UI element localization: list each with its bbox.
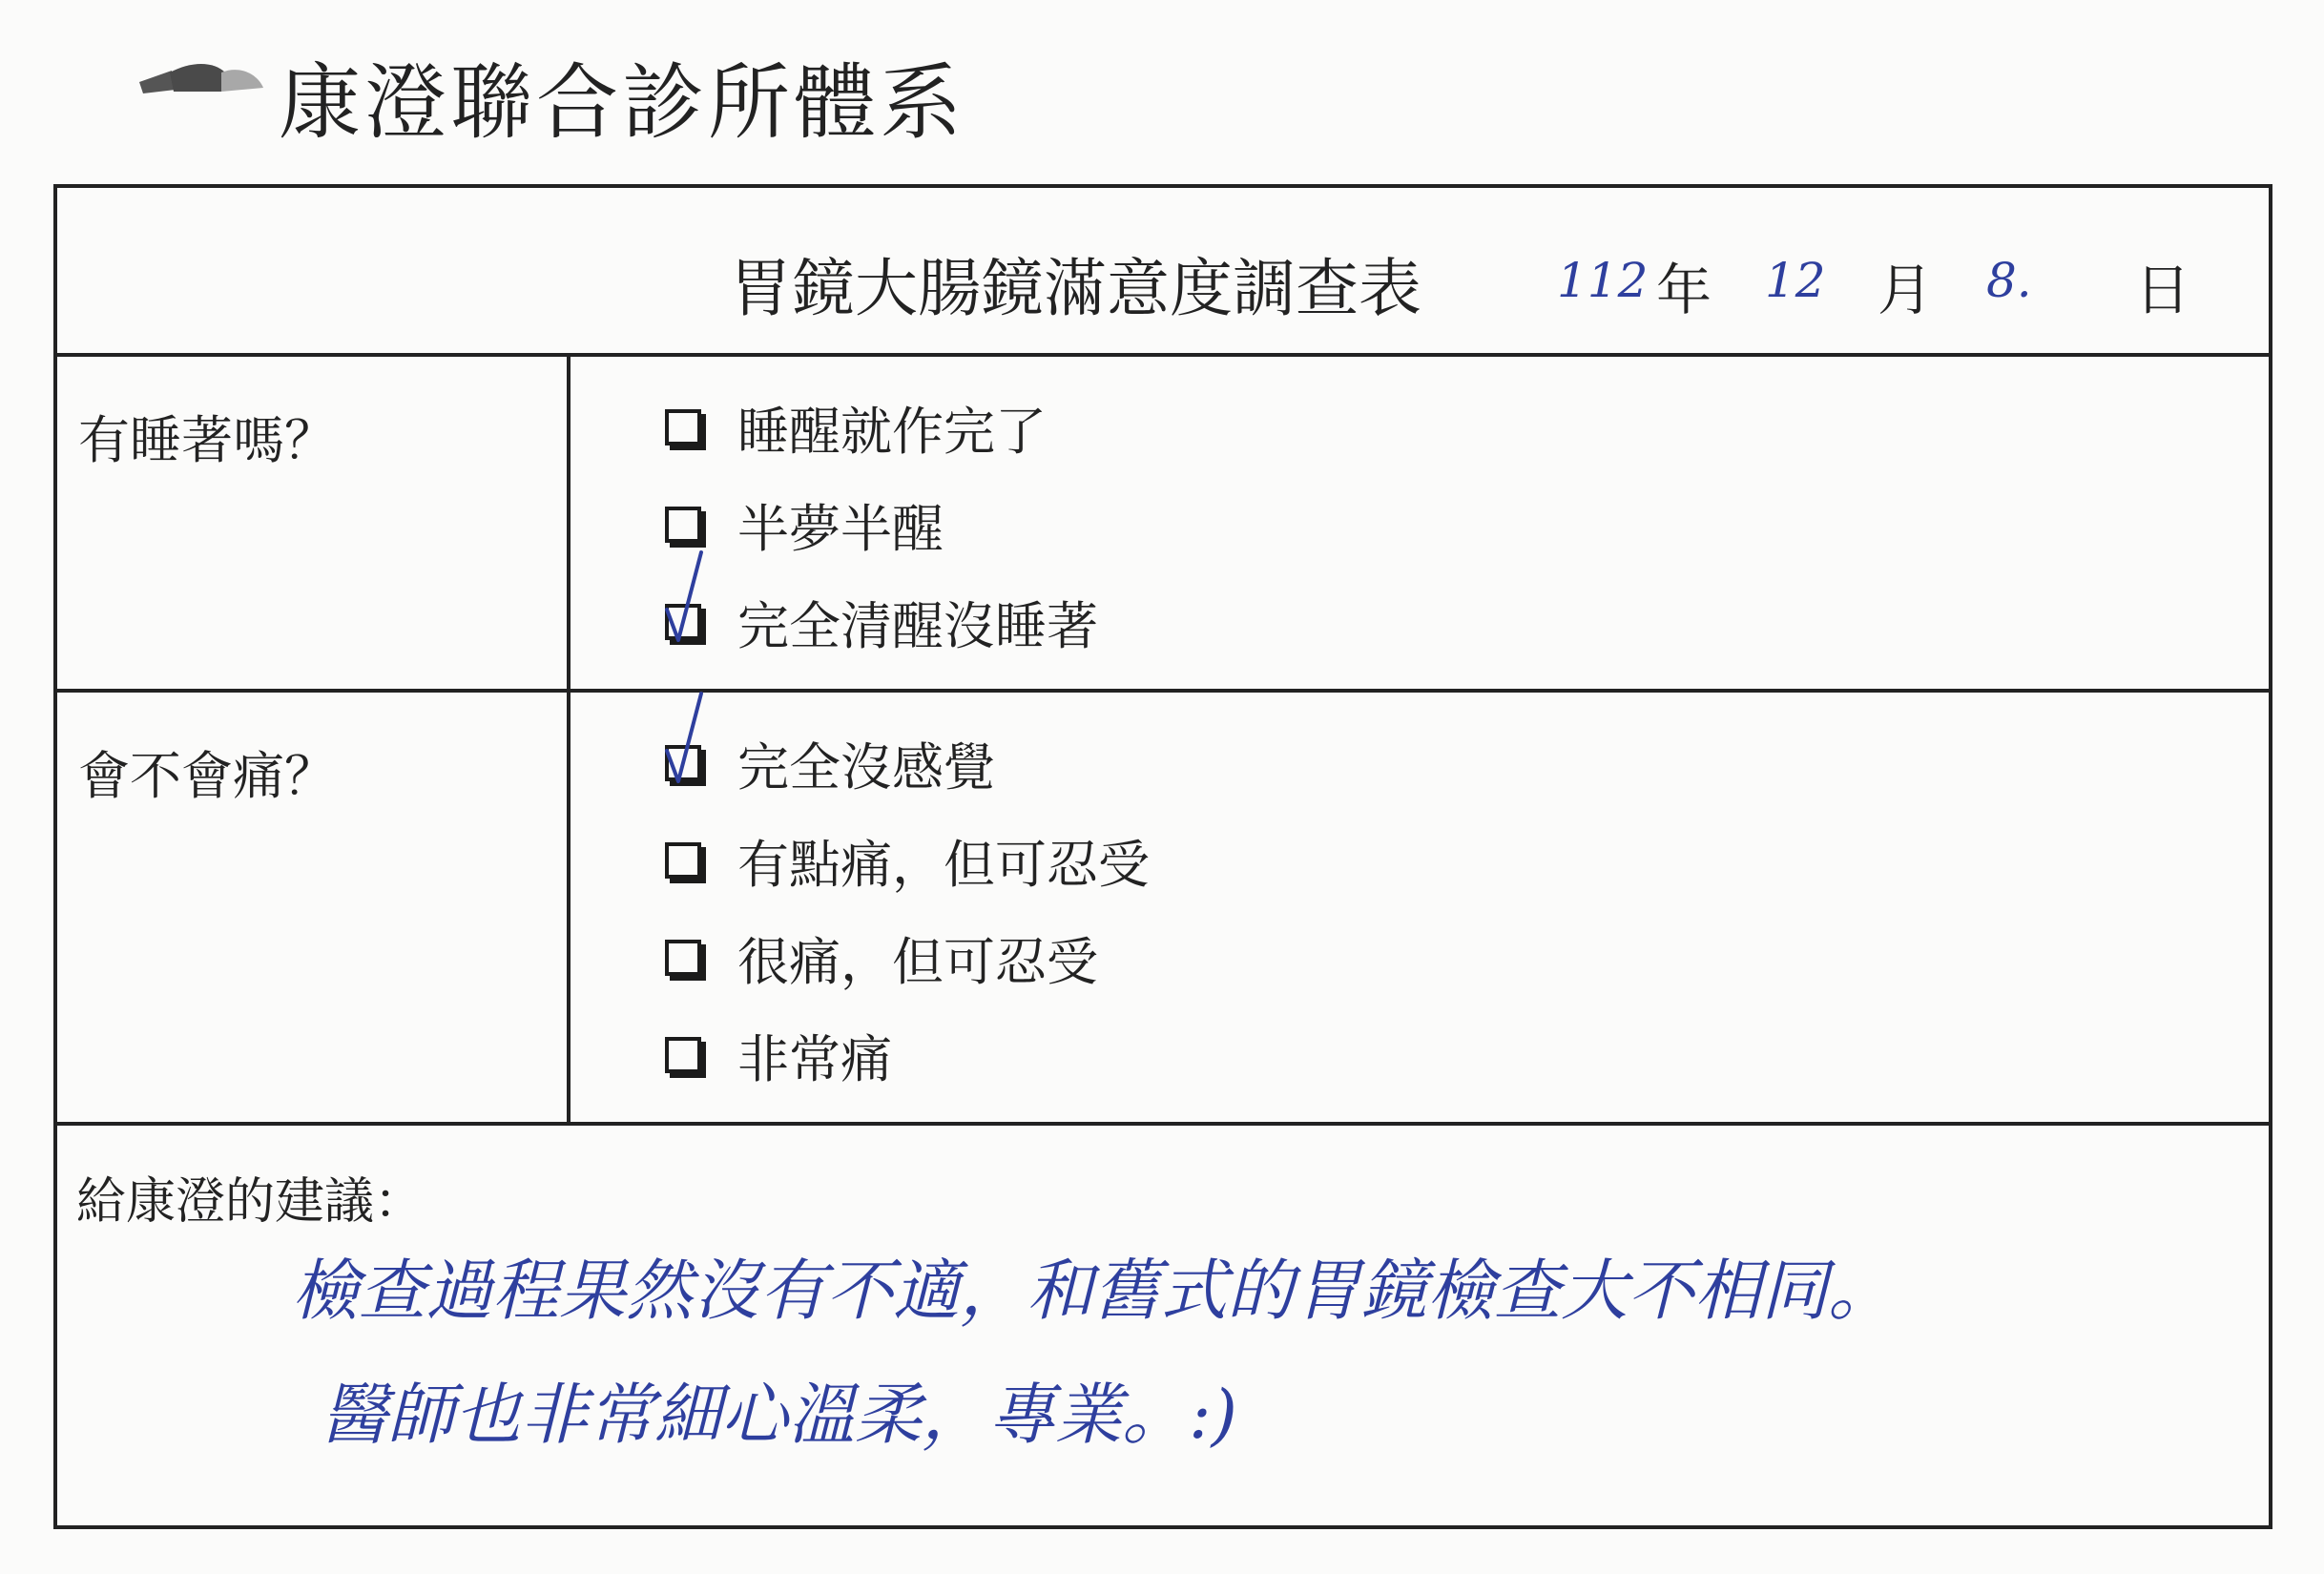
- checkbox[interactable]: [665, 940, 701, 976]
- date-day-value: 8.: [1986, 253, 2032, 308]
- option-label: 完全沒感覺: [737, 736, 995, 797]
- checkmark-icon: [663, 549, 720, 653]
- option-row[interactable]: [665, 394, 1047, 461]
- checkbox-checked[interactable]: [665, 745, 701, 781]
- option-label: 完全清醒沒睡著: [737, 595, 1098, 656]
- survey-form: [53, 184, 2272, 1529]
- checkbox[interactable]: [665, 409, 701, 445]
- handwritten-suggestion-line: 檢查過程果然沒有不適，和舊式的胃鏡檢查大不相同。: [292, 1252, 1895, 1330]
- date-month-label: 月: [1878, 258, 1934, 322]
- clinic-logo-icon: [134, 40, 267, 126]
- option-label: 很痛，但可忍受: [737, 931, 1098, 992]
- checkmark-icon: [663, 690, 720, 795]
- checkbox[interactable]: [665, 1037, 701, 1073]
- option-row[interactable]: [665, 1022, 892, 1088]
- option-row[interactable]: [665, 589, 1098, 655]
- org-name: 康澄聯合診所體系: [279, 55, 965, 151]
- date-month-value: 12: [1765, 253, 1826, 308]
- option-label: 非常痛: [737, 1028, 892, 1089]
- form-title: 胃鏡大腸鏡滿意度調查表: [729, 252, 1421, 325]
- date-year-value: 112: [1557, 253, 1649, 308]
- checkbox[interactable]: [665, 507, 701, 543]
- divider: [57, 353, 2269, 357]
- handwritten-suggestion-line: 醫師也非常細心溫柔，專業。:): [321, 1376, 1237, 1454]
- option-label: 有點痛，但可忍受: [737, 834, 1150, 895]
- date-year-label: 年: [1656, 258, 1712, 322]
- divider: [57, 1122, 2269, 1126]
- option-row[interactable]: [665, 924, 1098, 991]
- date-day-label: 日: [2135, 258, 2191, 322]
- question-pain: 會不會痛？: [78, 746, 336, 806]
- question-sleep: 有睡著嗎？: [78, 410, 336, 470]
- checkbox-checked[interactable]: [665, 604, 701, 640]
- option-label: 睡醒就作完了: [737, 401, 1047, 462]
- option-row[interactable]: [665, 730, 995, 797]
- option-row[interactable]: [665, 827, 1150, 894]
- checkbox[interactable]: [665, 842, 701, 879]
- column-divider: [567, 353, 571, 1122]
- divider: [57, 689, 2269, 693]
- option-label: 半夢半醒: [737, 498, 944, 559]
- suggestions-label: 給康澄的建議：: [76, 1173, 425, 1231]
